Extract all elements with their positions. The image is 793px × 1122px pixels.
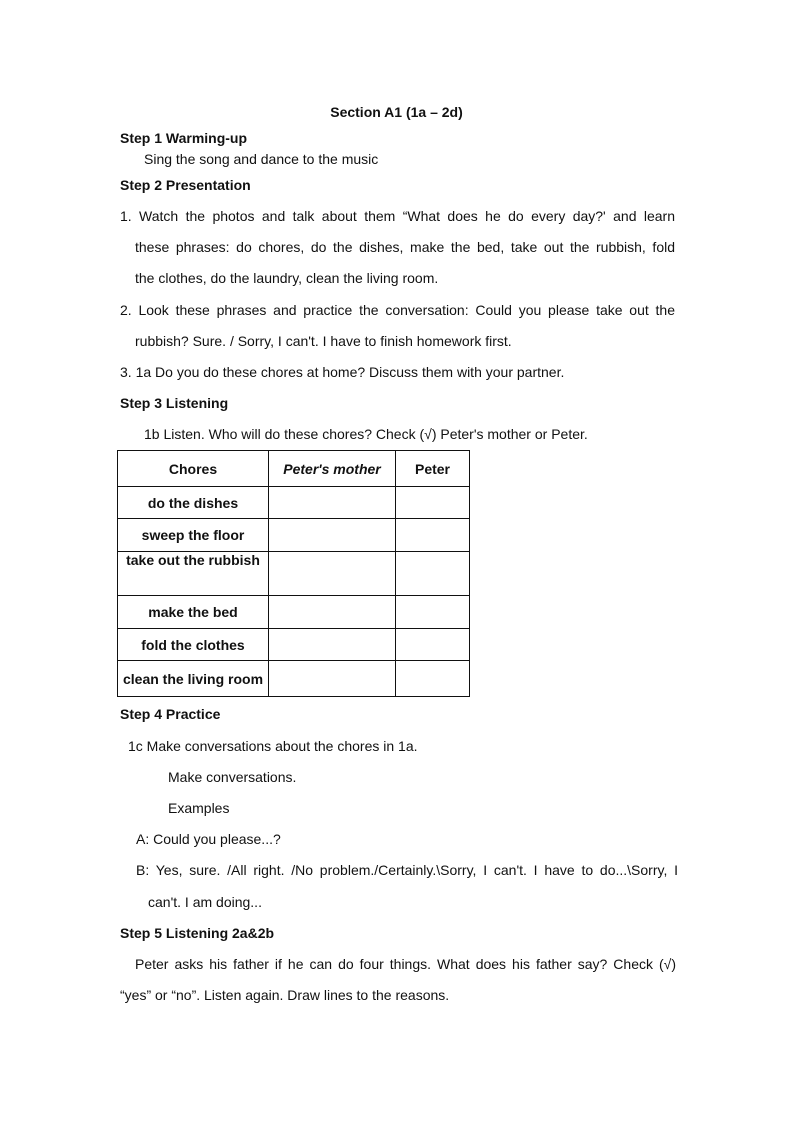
step2-item1-line3: the clothes, do the laundry, clean the living room. — [135, 270, 439, 286]
peter-check-cell — [396, 661, 470, 697]
chore-cell: fold the clothes — [118, 629, 269, 661]
peter-check-cell — [396, 487, 470, 519]
section-title: Section A1 (1a – 2d) — [330, 104, 463, 120]
step2-item3: 3. 1a Do you do these chores at home? Discuss them with your partner. — [120, 364, 565, 380]
step2-item2-line2: rubbish? Sure. / Sorry, I can't. I have to finish homework first. — [135, 333, 512, 349]
table-row — [118, 487, 470, 519]
table-row — [118, 519, 470, 552]
peter-check-cell — [396, 519, 470, 552]
table-header-peter: Peter — [396, 451, 470, 487]
table-header-row — [118, 451, 470, 487]
step5-heading: Step 5 Listening 2a&2b — [120, 925, 275, 941]
mother-check-cell — [269, 596, 396, 629]
chore-cell: clean the living room — [118, 661, 269, 697]
step2-item1-line1: 1. Watch the photos and talk about them “What does he do every day?' and learn — [120, 208, 675, 224]
table-row — [118, 661, 470, 697]
table-row — [118, 552, 470, 596]
step2-heading: Step 2 Presentation — [120, 177, 251, 193]
step4-line2: Make conversations. — [168, 769, 297, 785]
step4-line3: Examples — [168, 800, 230, 816]
table-header-peters-mother: Peter's mother — [269, 451, 396, 487]
peter-check-cell — [396, 552, 470, 596]
step4-heading: Step 4 Practice — [120, 706, 221, 722]
mother-check-cell — [269, 519, 396, 552]
step3-instruction: 1b Listen. Who will do these chores? Check (√) Peter's mother or Peter. — [144, 426, 588, 442]
step5-line2: “yes” or “no”. Listen again. Draw lines to the reasons. — [120, 987, 450, 1003]
mother-check-cell — [269, 552, 396, 596]
step4-line-b1: B: Yes, sure. /All right. /No problem./Certainly.\Sorry, I can't. I have to do...\Sorry, I — [136, 862, 678, 878]
step5-line1: Peter asks his father if he can do four things. What does his father say? Check (√) — [135, 956, 676, 972]
peter-check-cell — [396, 596, 470, 629]
step4-line1: 1c Make conversations about the chores in 1a. — [128, 738, 418, 754]
chore-cell: sweep the floor — [118, 519, 269, 552]
step1-text: Sing the song and dance to the music — [144, 151, 379, 167]
chore-cell: take out the rubbish — [118, 552, 269, 596]
step3-heading: Step 3 Listening — [120, 395, 229, 411]
table-header-chores: Chores — [118, 451, 269, 487]
step4-line-a: A: Could you please...? — [136, 831, 281, 847]
table-row — [118, 596, 470, 629]
peter-check-cell — [396, 629, 470, 661]
table-row — [118, 629, 470, 661]
chore-cell: make the bed — [118, 596, 269, 629]
step2-item1-line2: these phrases: do chores, do the dishes, make the bed, take out the rubbish, fold — [135, 239, 675, 255]
step2-item2-line1: 2. Look these phrases and practice the conversation: Could you please take out the — [120, 302, 675, 318]
mother-check-cell — [269, 661, 396, 697]
step1-heading: Step 1 Warming-up — [120, 130, 248, 146]
chore-cell: do the dishes — [118, 487, 269, 519]
chores-table — [117, 450, 470, 697]
step4-line-b2: can't. I am doing... — [148, 894, 262, 910]
mother-check-cell — [269, 629, 396, 661]
mother-check-cell — [269, 487, 396, 519]
